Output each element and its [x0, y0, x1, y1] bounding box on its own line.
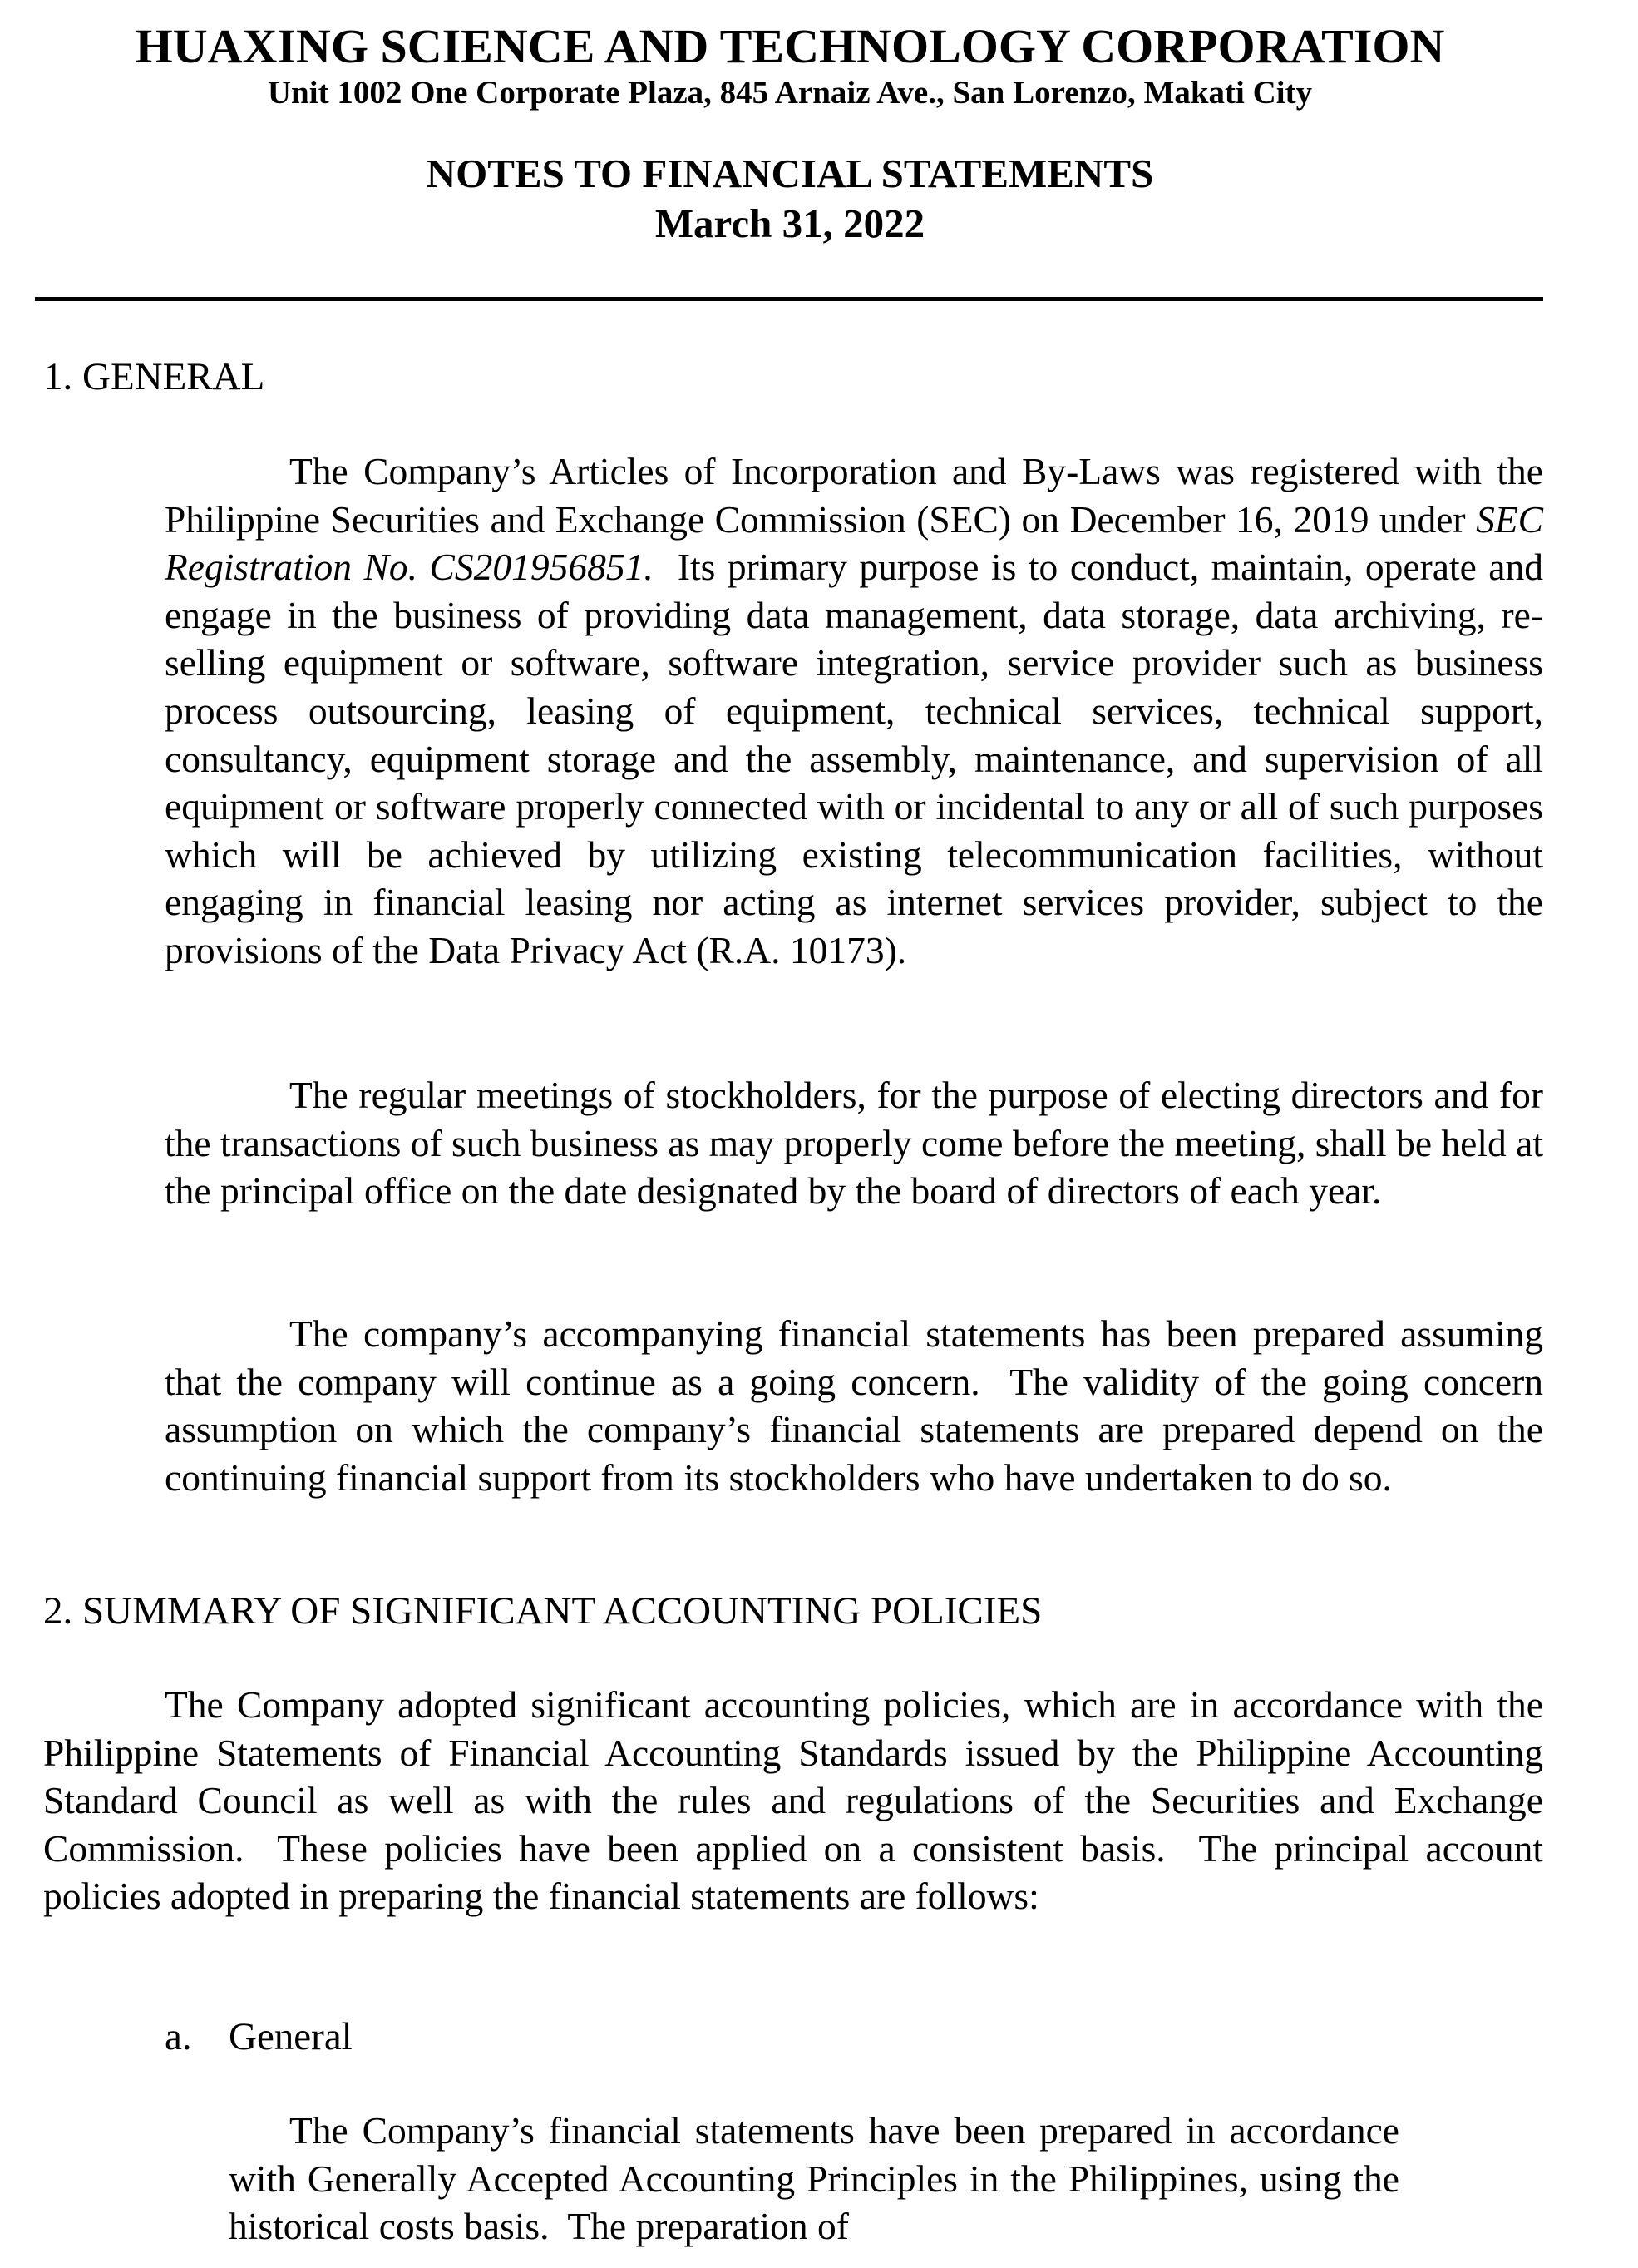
paragraph-text: The regular meetings of stockholders, for the purpose of electing directors and for the transactions of such business as may properly come before the meeting, shall be held at the principal office on the date designated by the board of directors of each year.	[165, 1074, 1543, 1213]
document-date: March 31, 2022	[654, 200, 925, 246]
subsection-heading-general	[165, 2013, 353, 2061]
paragraph-text: Its primary purpose is to conduct, maintain, operate and engage in the business of providing data management, data storage, data archiving, re-selling equipment or software, software integration, service provider such as business process outsourcing, leasing of equipment, technical services, technical support, consultancy, equipment storage and the assembly, maintenance, and supervision of all equipment or software properly connected with or incidental to any or all of such purposes which will be achieved by utilizing existing telecommunication facilities, without engaging in financial leasing nor acting as internet services provider, subject to the provisions of the Data Privacy Act (R.A. 10173).	[165, 546, 1553, 971]
company-address: Unit 1002 One Corporate Plaza, 845 Arnaiz Ave., San Lorenzo, Makati City	[267, 75, 1313, 111]
paragraph-text: The Company’s financial statements have been prepared in accordance with Generally Accepted Accounting Principles in the Philippines, using the historical costs basis. The preparation of	[229, 2109, 1409, 2248]
paragraph-basis-of-preparation	[229, 2107, 1409, 2251]
paragraph-text: The Company adopted significant accounting policies, which are in accordance with the Philippine Statements of Financial Accounting Standards issued by the Philippine Accounting Standard Council as well as with the rules and regulations of the Securities and Exchange Commission. These policies have been applied on a consistent basis. The principal account policies adopted in preparing the financial statements are follows:	[43, 1683, 1553, 1918]
company-name: HUAXING SCIENCE AND TECHNOLOGY CORPORATION	[135, 19, 1445, 73]
paragraph-text: The company’s accompanying financial statements has been prepared assuming that the company will continue as a going concern. The validity of the going concern assumption on which the company’s financial statements are prepared depend on the continuing financial support from its stockholders who have undertaken to do so.	[165, 1312, 1553, 1499]
section-heading-accounting-policies: 2. SUMMARY OF SIGNIFICANT ACCOUNTING POLICIES	[43, 1589, 1043, 1633]
header-divider	[35, 297, 1543, 301]
registration-number: SEC Registration No. CS201956851.	[165, 497, 1543, 589]
paragraph-policies	[43, 1681, 1553, 1920]
document-title: NOTES TO FINANCIAL STATEMENTS	[426, 151, 1154, 196]
subsection-title: General	[229, 2015, 353, 2058]
paragraph-incorporation	[165, 447, 1553, 975]
section-heading-general: 1. GENERAL	[43, 355, 265, 398]
paragraph-meetings	[165, 1071, 1543, 1215]
subsection-letter: a.	[165, 2015, 192, 2058]
paragraph-text: The Company’s Articles of Incorporation and By-Laws was registered with the Philippine Securities and Exchange Commission (SEC) on December 16, 2019 under	[165, 450, 1543, 541]
paragraph-going-concern	[165, 1310, 1553, 1501]
